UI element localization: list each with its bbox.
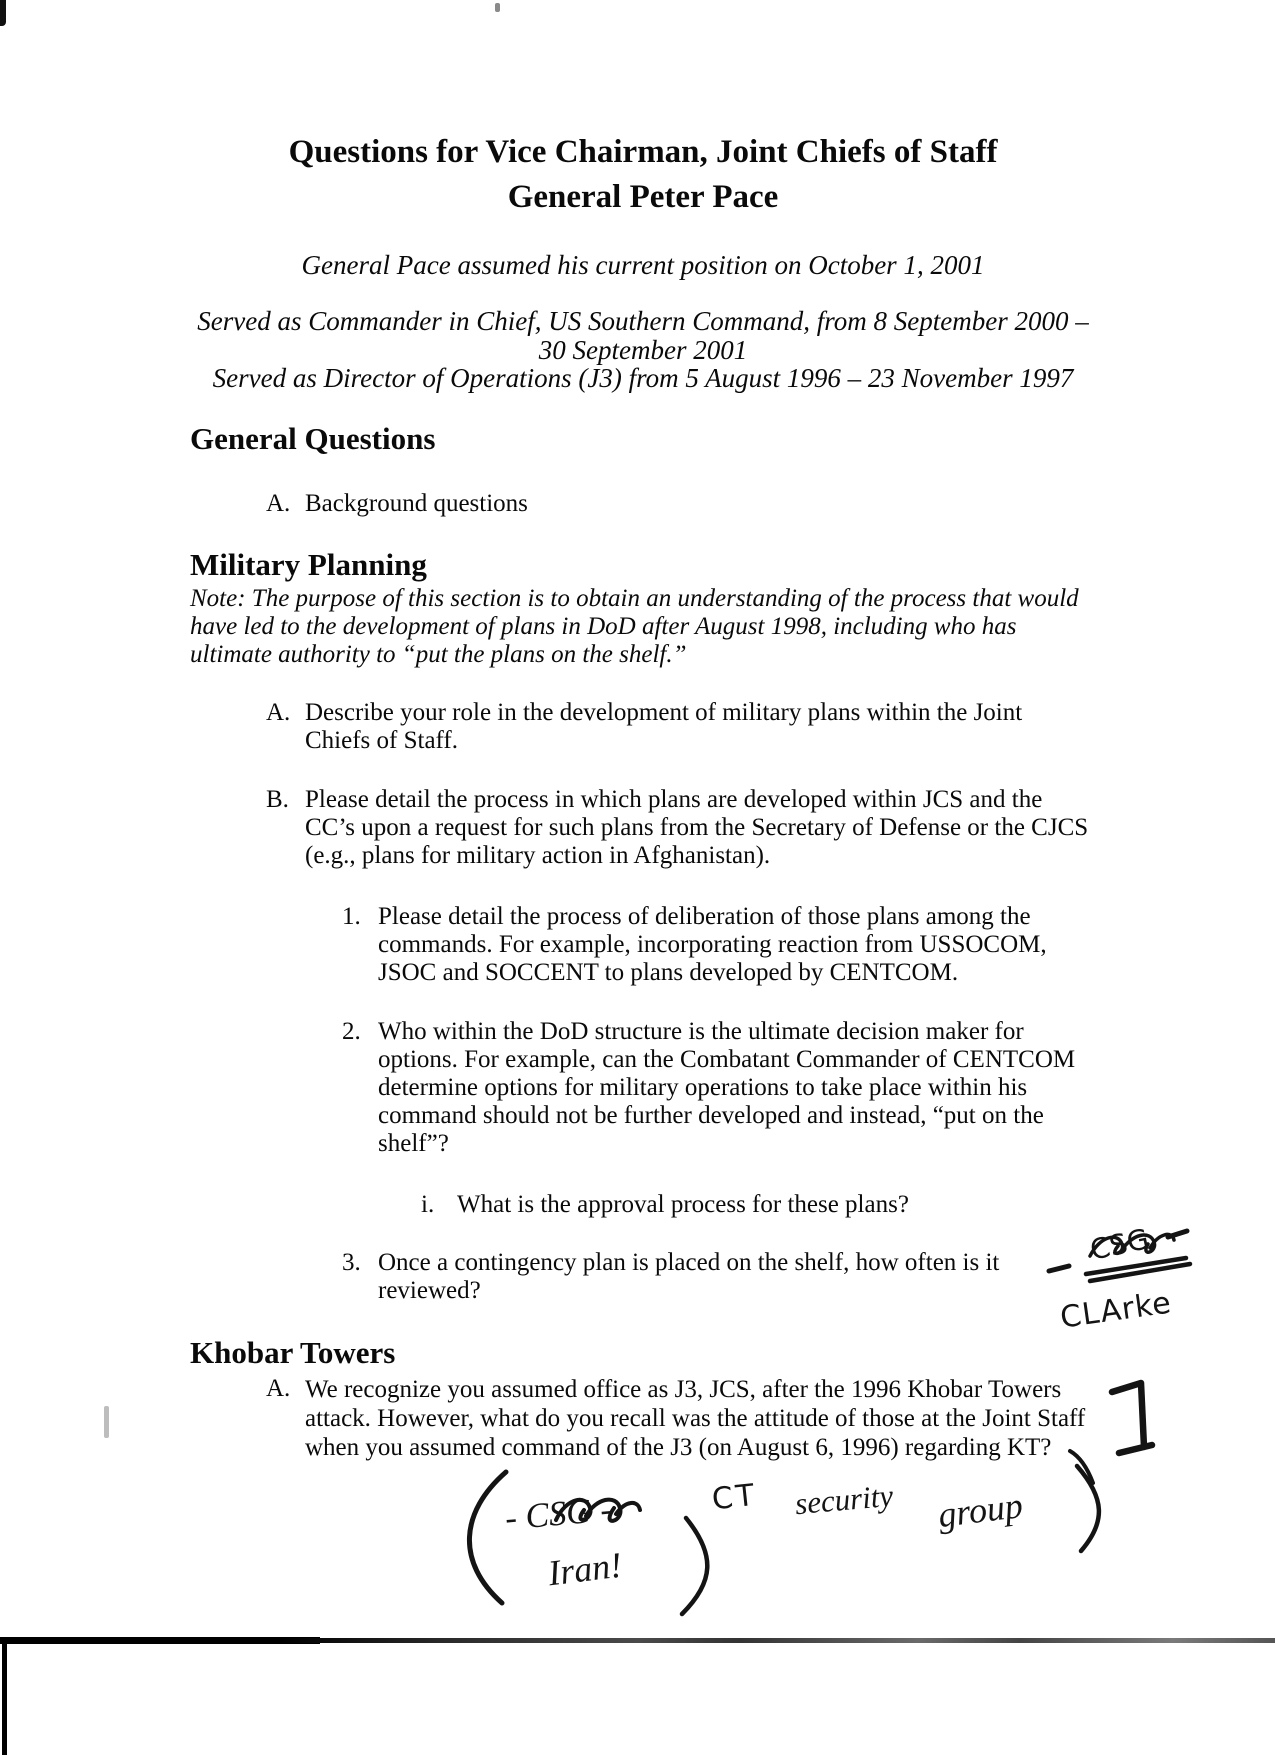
list-marker: 1. — [342, 903, 361, 930]
paragraph-line: command should not be further developed and instead, “put on the — [378, 1102, 1044, 1129]
mp-sub-3 — [378, 1249, 999, 1305]
service-history-line2: 30 September 2001 — [538, 334, 748, 365]
paragraph-line: reviewed? — [378, 1277, 481, 1304]
scan-edge-bottom — [0, 1638, 1275, 1643]
handwritten-margin-name: CLArke — [1058, 1285, 1174, 1336]
document-title-line2: General Peter Pace — [507, 179, 779, 215]
service-history-line1: Served as Commander in Chief, US Southern Command, from 8 September 2000 – — [197, 306, 1089, 336]
list-marker: i. — [421, 1191, 435, 1218]
mp-sub-2-i — [457, 1191, 909, 1219]
pen-dash-icon — [1168, 1231, 1187, 1237]
gq-item-a — [305, 490, 528, 518]
paragraph-line: JSOC and SOCCENT to plans developed by CENTCOM. — [378, 959, 959, 986]
document-title-line1: Questions for Vice Chairman, Joint Chiefs of Staff — [288, 134, 998, 170]
paragraph-line: Chiefs of Staff. — [305, 727, 458, 754]
paragraph-line: Please detail the process of deliberation of those plans among the — [378, 903, 1031, 930]
list-marker: 2. — [342, 1018, 361, 1045]
mp-item-a — [305, 699, 1022, 755]
handwritten-word-security: security — [793, 1477, 895, 1522]
list-marker: A. — [266, 1375, 291, 1402]
service-history-line3: Served as Director of Operations (J3) from 5 August 1996 – 23 November 1997 — [212, 363, 1074, 393]
handwritten-margin-scribble: CSG — [1087, 1222, 1152, 1267]
list-marker: A. — [266, 699, 291, 726]
paragraph-line: ultimate authority to “put the plans on the shelf.” — [190, 641, 687, 668]
paragraph-line: attack. However, what do you recall was the attitude of those at the Joint Staff — [305, 1405, 1086, 1432]
document-subtitle: General Pace assumed his current position on October 1, 2001 — [301, 250, 985, 280]
mp-item-b — [305, 786, 1088, 870]
paragraph-line: determine options for military operations to take place within his — [378, 1074, 1028, 1101]
pen-close-paren-icon — [682, 1518, 707, 1614]
scan-margin-smudge — [104, 1406, 109, 1438]
kt-item-a — [305, 1375, 1085, 1462]
pen-open-paren-icon — [469, 1472, 506, 1603]
pen-close-paren-icon — [1077, 1466, 1099, 1551]
list-marker: A. — [266, 490, 291, 517]
section-heading-khobar-towers: Khobar Towers — [190, 1335, 396, 1370]
paragraph-line: have led to the development of plans in DoD after August 1998, including who has — [190, 613, 1017, 640]
mp-sub-1 — [378, 903, 1047, 987]
list-marker: 3. — [342, 1249, 361, 1276]
scan-edge-left — [2, 1643, 7, 1755]
mp-sub-2 — [378, 1018, 1075, 1158]
paragraph-line: CC’s upon a request for such plans from the Secretary of Defense or the CJCS — [305, 814, 1089, 841]
paragraph-line: when you assumed command of the J3 (on August 6, 1996) regarding KT? — [305, 1434, 1052, 1461]
handwritten-bottom-exclaim: Iran! — [545, 1544, 625, 1594]
list-marker: B. — [266, 786, 289, 813]
section-heading-military-planning: Military Planning — [190, 547, 427, 582]
paragraph-line: (e.g., plans for military action in Afghanistan). — [305, 842, 771, 869]
mp-note — [190, 585, 1079, 669]
paragraph-line: Background questions — [305, 490, 528, 517]
paragraph-line: We recognize you assumed office as J3, JCS, after the 1996 Khobar Towers — [305, 1376, 1062, 1403]
section-heading-general-questions: General Questions — [190, 421, 436, 456]
scan-corner-mark — [0, 0, 6, 26]
paragraph-line: Please detail the process in which plans are developed within JCS and the — [305, 786, 1043, 813]
pen-dash-icon — [1049, 1266, 1069, 1271]
paragraph-line: Who within the DoD structure is the ultimate decision maker for — [378, 1018, 1024, 1045]
paragraph-line: shelf”? — [378, 1130, 449, 1157]
pen-bracket-icon — [1112, 1383, 1152, 1453]
paragraph-line: options. For example, can the Combatant Commander of CENTCOM — [378, 1046, 1076, 1073]
scan-speck — [495, 3, 500, 12]
handwritten-bottom-scribble: - CSG - — [503, 1489, 614, 1538]
paragraph-line: commands. For example, incorporating reaction from USSOCOM, — [378, 931, 1047, 958]
handwritten-ct: CT — [710, 1477, 759, 1518]
paragraph-line: Note: The purpose of this section is to obtain an understanding of the process that would — [190, 585, 1079, 612]
paragraph-line: Once a contingency plan is placed on the shelf, how often is it — [378, 1249, 1000, 1276]
handwritten-word-group: group — [935, 1484, 1025, 1536]
paragraph-line: Describe your role in the development of military plans within the Joint — [305, 699, 1023, 726]
paragraph-line: What is the approval process for these plans? — [457, 1191, 909, 1218]
